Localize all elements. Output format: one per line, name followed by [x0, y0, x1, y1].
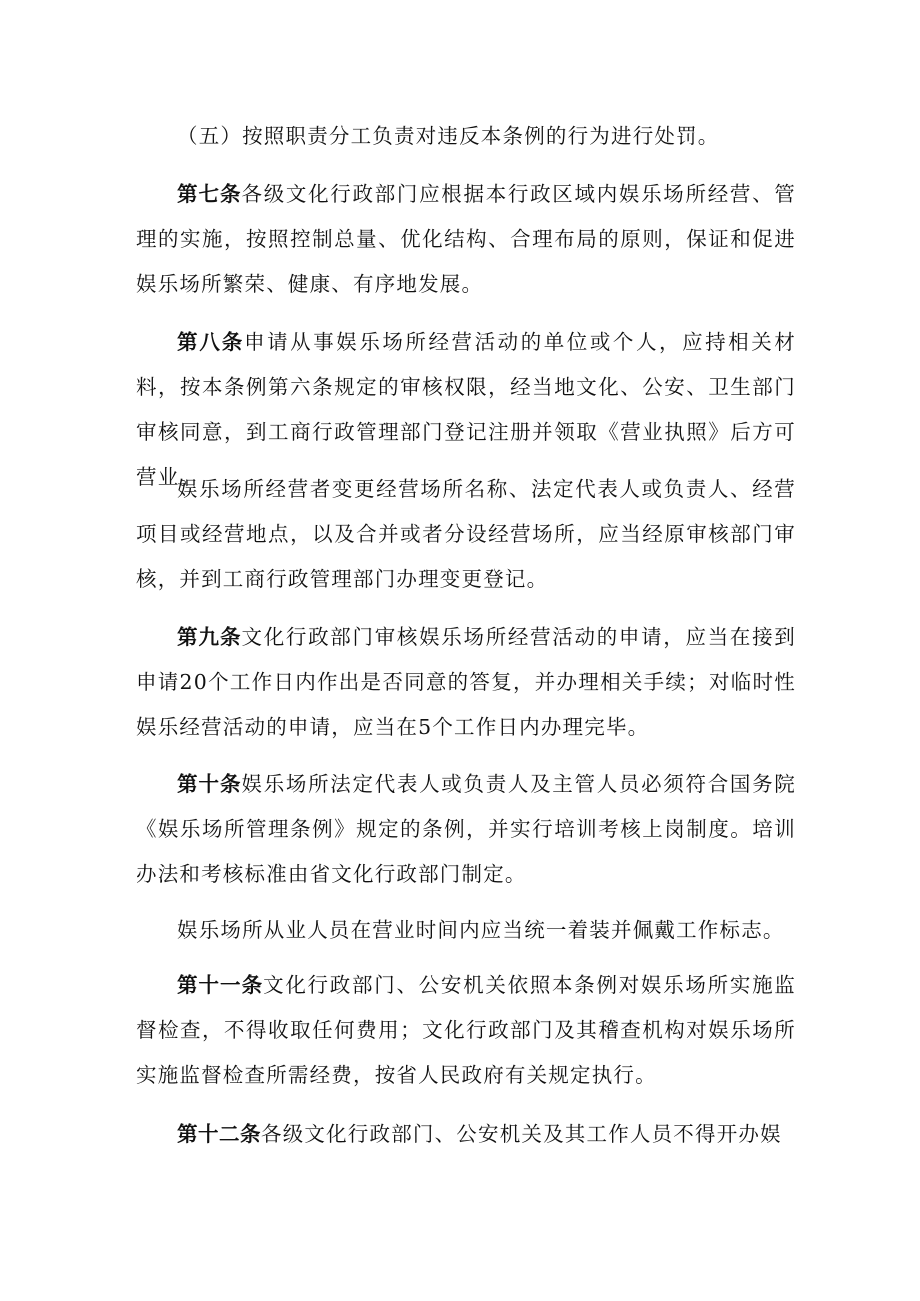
article-12: [136, 1112, 796, 1157]
article-11: [136, 963, 796, 1098]
article-8-clause-2: [136, 467, 796, 602]
article-heading: 第十条: [177, 772, 242, 796]
article-heading: 第九条: [177, 625, 242, 649]
paragraph-text: 各级文化行政部门、公安机关及其工作人员不得开办娱: [261, 1122, 782, 1146]
article-7: [136, 172, 796, 307]
paragraph-text: （五）按照职责分工负责对违反本条例的行为进行处罚。: [177, 124, 720, 148]
paragraph-text: 文化行政部门审核娱乐场所经营活动的申请，应当在接到申请20个工作日内作出是否同意的答复，并办理相关手续；对临时性娱乐经营活动的申请，应当在5个工作日内办理完毕。: [136, 625, 796, 739]
article-10-clause-2: [136, 908, 796, 953]
paragraph-text: 文化行政部门、公安机关依照本条例对娱乐场所实施监督检查，不得收取任何费用；文化行政部门及其稽查机构对娱乐场所实施监督检查所需经费，按省人民政府有关规定执行。: [136, 973, 796, 1087]
paragraph-text: 娱乐场所法定代表人或负责人及主管人员必须符合国务院《娱乐场所管理条例》规定的条例，并实行培训考核上岗制度。培训办法和考核标准由省文化行政部门制定。: [136, 772, 796, 886]
article-9: [136, 615, 796, 750]
article-heading: 第八条: [177, 330, 245, 354]
article-10: [136, 762, 796, 897]
paragraph-text: 申请从事娱乐场所经营活动的单位或个人，应持相关材料，按本条例第六条规定的审核权限，经当地文化、公安、卫生部门审核同意，到工商行政管理部门登记注册并领取《营业执照》后方可营业。: [136, 330, 796, 489]
paragraph-text: 娱乐场所从业人员在营业时间内应当统一着装并佩戴工作标志。: [177, 918, 785, 942]
article-heading: 第十二条: [177, 1122, 261, 1146]
article-heading: 第十一条: [177, 973, 264, 997]
paragraph-item-5: [136, 114, 796, 159]
article-heading: 第七条: [177, 182, 242, 206]
paragraph-text: 娱乐场所经营者变更经营场所名称、法定代表人或负责人、经营项目或经营地点，以及合并或者分设经营场所，应当经原审核部门审核，并到工商行政管理部门办理变更登记。: [136, 477, 796, 591]
paragraph-text: 各级文化行政部门应根据本行政区域内娱乐场所经营、管理的实施，按照控制总量、优化结构、合理布局的原则，保证和促进娱乐场所繁荣、健康、有序地发展。: [136, 182, 796, 296]
